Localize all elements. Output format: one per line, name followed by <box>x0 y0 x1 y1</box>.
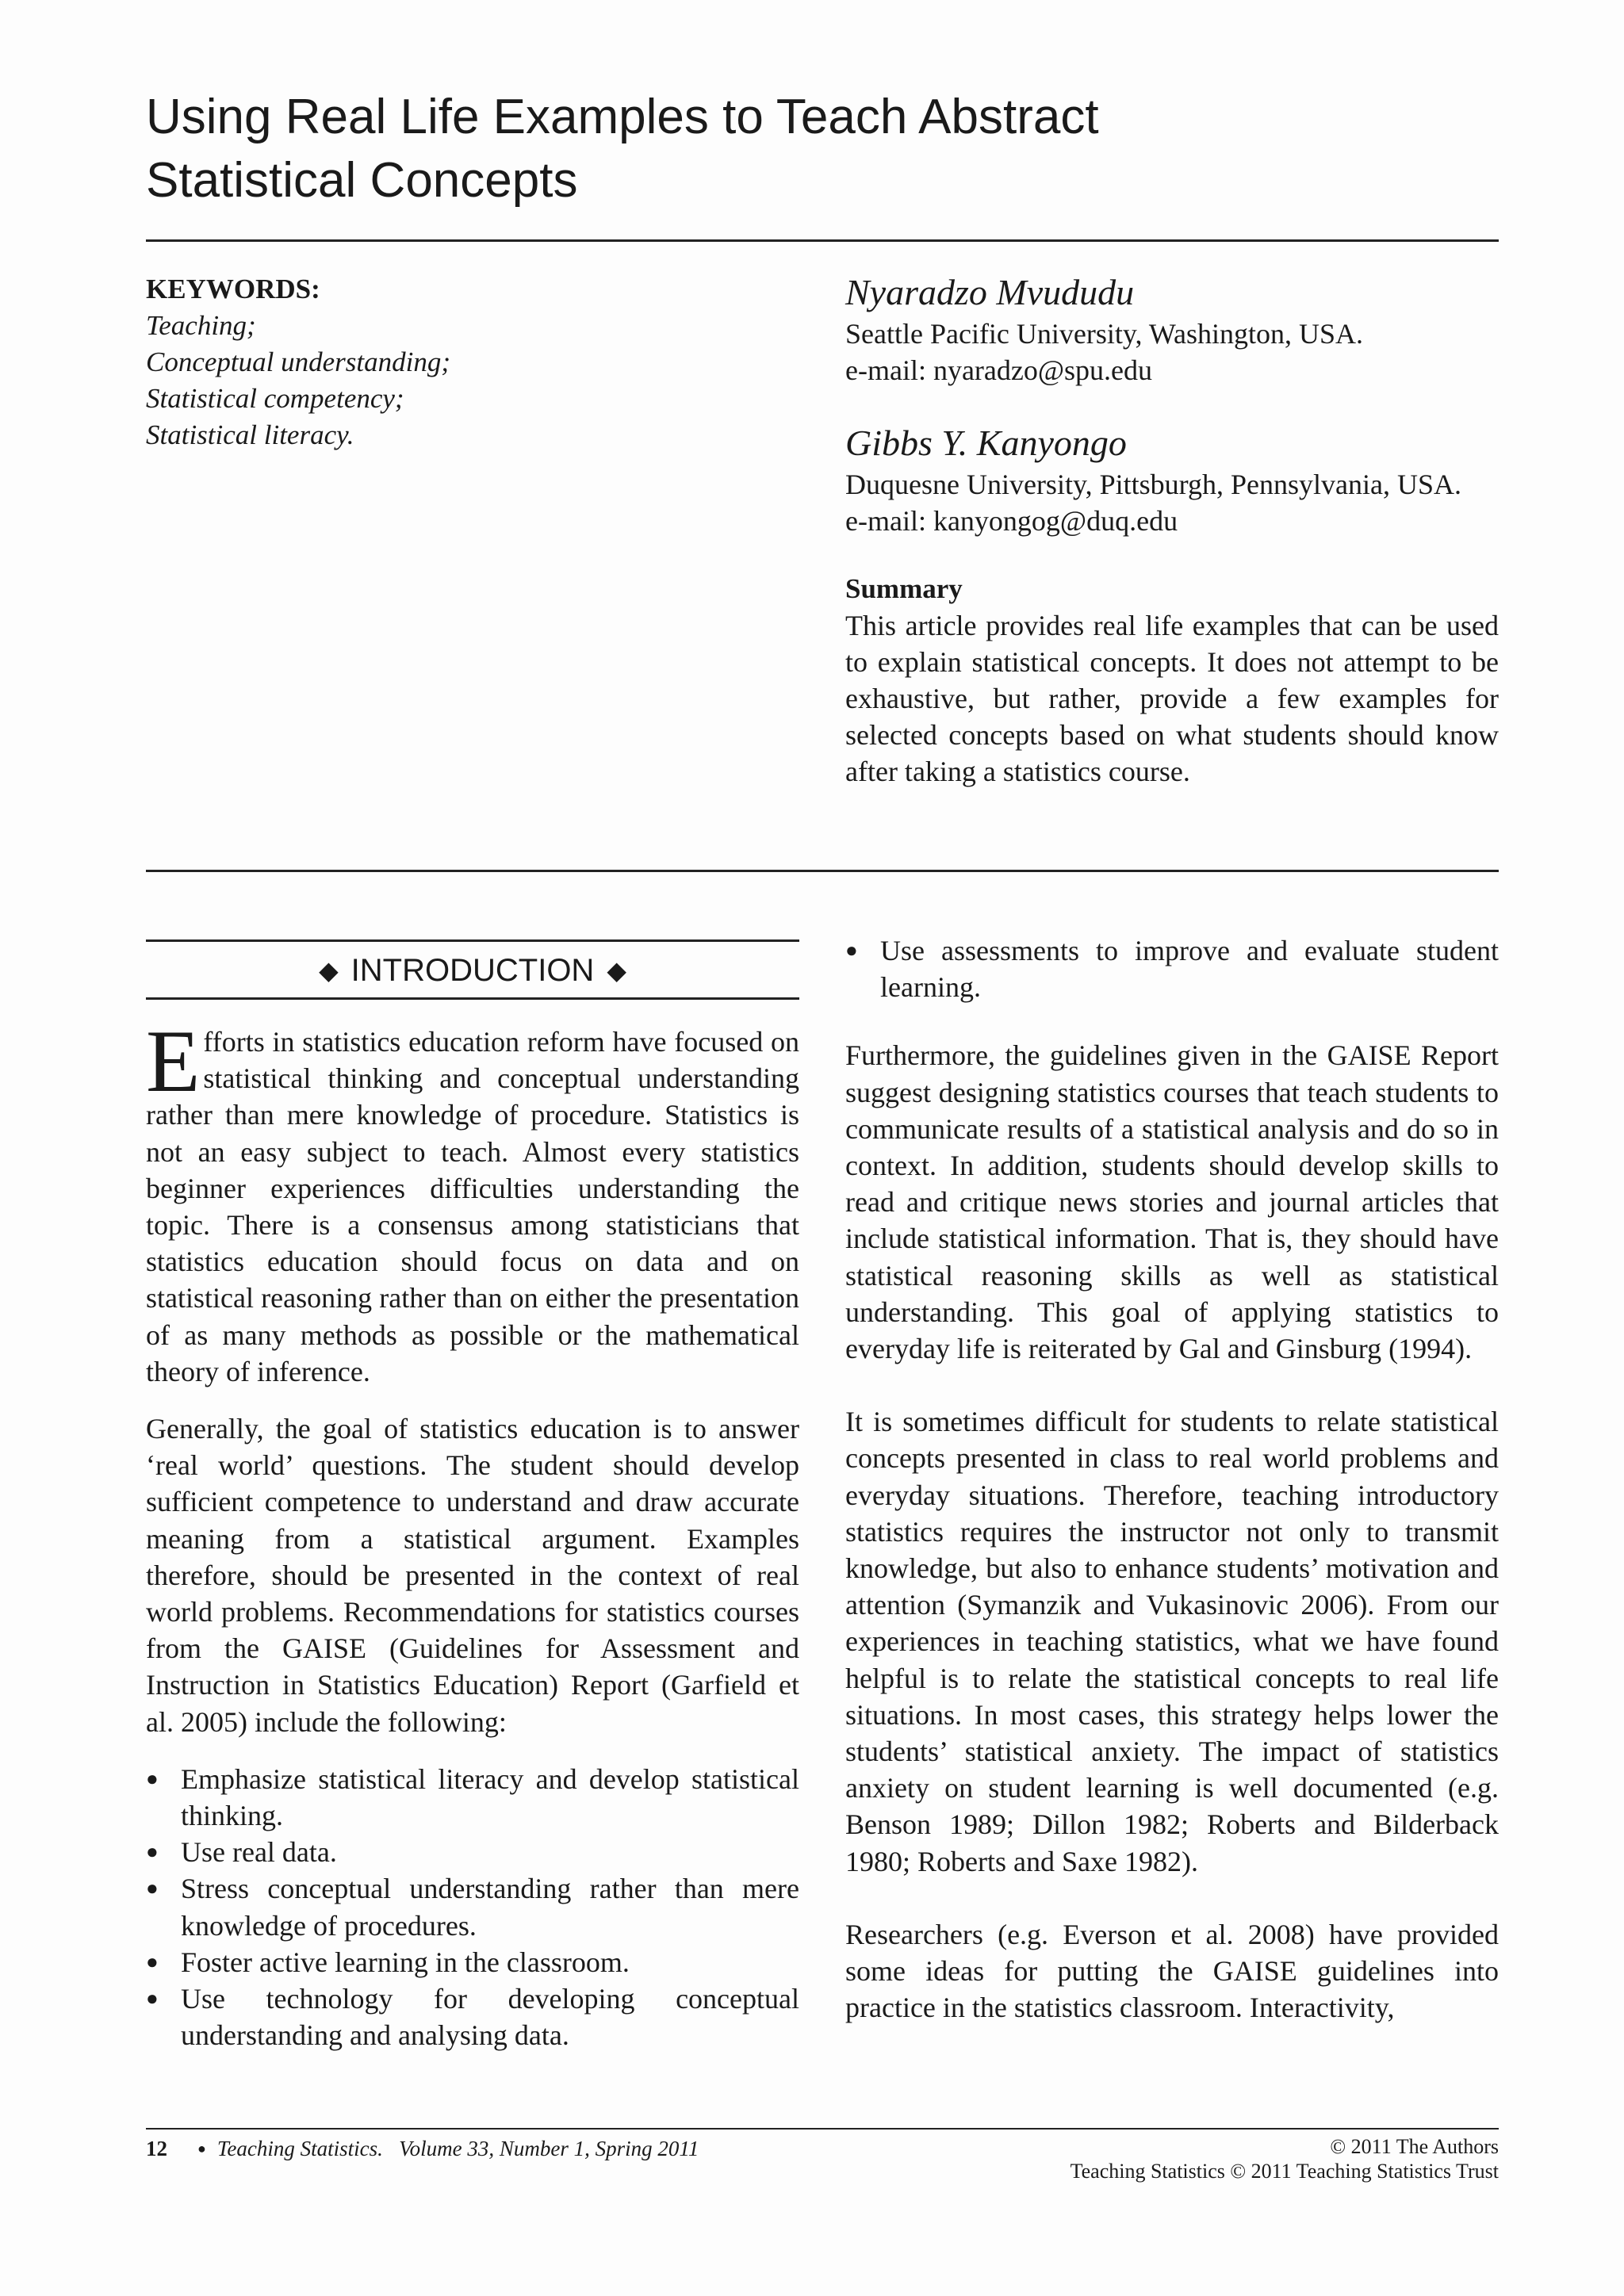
keyword-item: Teaching; <box>146 310 256 341</box>
body-paragraph-1: Furthermore, the guidelines given in the GAISE Report suggest designing statistics courses that teach students to communicate results of a statistical analysis and do so in context. In addition, students should develop skills to read and critique news stories and journal articles that include statistical information. That is, they should have statistical reasoning skills as well as statistical understanding. This goal of applying statistics to everyday life is reiterated by Gal and Ginsburg (1994). <box>845 1039 1499 1365</box>
copyright-journal: Teaching Statistics © 2011 Teaching Statistics Trust <box>1070 2160 1499 2183</box>
list-item: ● Foster active learning in the classroom. <box>146 1944 799 1980</box>
list-item: ● Use assessments to improve and evaluate student learning. <box>845 932 1499 1005</box>
list-item: ● Use technology for developing conceptual understanding and analysing data. <box>146 1980 799 2053</box>
title-line-2: Statistical Concepts <box>146 153 578 208</box>
body-paragraph-3: Researchers (e.g. Everson et al. 2008) have provided some ideas for putting the GAISE guidelines into practice in the statistics classroom. Interactivity, <box>845 1918 1499 2024</box>
author-email[interactable]: e-mail: nyaradzo@spu.edu <box>845 354 1153 386</box>
author-1 <box>845 270 1499 388</box>
authors-block <box>845 270 1499 790</box>
section-heading <box>146 939 799 1000</box>
paragraph-text: fforts in statistics education reform have focused on statistical thinking and conceptual understanding rather than mere knowledge of procedure. Statistics is not an easy subject to teach. Almost every statistics beginner experiences difficulties understanding the topic. There is a consensus among statisticians that statistics education should focus on data and on statistical reasoning rather than on either the presentation of as many methods as possible or the mathematical theory of inference. <box>146 1026 799 1387</box>
left-column <box>146 939 799 2074</box>
list-item: ● Emphasize statistical literacy and develop statistical thinking. <box>146 1761 799 1834</box>
footer-rule <box>146 2128 1499 2130</box>
author-name: Gibbs Y. Kanyongo <box>845 423 1127 463</box>
diamond-icon: ◆ <box>319 956 339 985</box>
drop-cap: E <box>146 1012 201 1111</box>
right-column <box>845 932 1499 2046</box>
keyword-item: Statistical literacy. <box>146 419 354 450</box>
section-heading-text: INTRODUCTION <box>350 953 595 988</box>
list-item: ● Use real data. <box>146 1834 799 1870</box>
author-2 <box>845 420 1499 539</box>
copyright-authors: © 2011 The Authors <box>1330 2135 1499 2158</box>
keyword-item: Statistical competency; <box>146 383 404 414</box>
summary-heading: Summary <box>845 573 963 604</box>
author-affiliation: Duquesne University, Pittsburgh, Pennsylvania, USA. <box>845 469 1461 500</box>
title-line-1: Using Real Life Examples to Teach Abstract <box>146 90 1099 144</box>
body-paragraph-2: It is sometimes difficult for students to relate statistical concepts presented in class to real world problems and everyday situations. Therefore, teaching introductory statistics requires the instructor not only to transmit knowledge, but also to enhance students’ motivation and attention (Symanzik and Vukasinovic 2006). From our experiences in teaching statistics, what we have found helpful is to relate the statistical concepts to real life situations. In most cases, this strategy helps lower the students’ statistical anxiety. The impact of statistics anxiety on student learning is well documented (e.g. Benson 1989; Dillon 1982; Roberts and Bilderback 1980; Roberts and Saxe 1982). <box>845 1406 1499 1877</box>
keywords-heading: KEYWORDS: <box>146 274 320 304</box>
list-item: ● Stress conceptual understanding rather than mere knowledge of procedures. <box>146 1870 799 1943</box>
continued-bullet-list <box>845 932 1499 1005</box>
summary-text: This article provides real life examples that can be used to explain statistical concepts. It does not attempt to be exhaustive, but rather, provide a few examples for selected concepts based on what students should know after taking a statistics course. <box>845 610 1499 787</box>
keyword-item: Conceptual understanding; <box>146 346 450 377</box>
journal-citation: Teaching Statistics. Volume 33, Number 1, Spring 2011 <box>216 2137 699 2160</box>
keywords-block <box>146 271 701 453</box>
page-number: 12 <box>146 2137 167 2160</box>
article-title <box>146 86 1494 212</box>
author-email[interactable]: e-mail: kanyongog@duq.edu <box>845 505 1178 537</box>
abstract-rule <box>146 870 1499 872</box>
author-name: Nyaradzo Mvududu <box>845 272 1135 312</box>
author-affiliation: Seattle Pacific University, Washington, USA. <box>845 318 1364 350</box>
diamond-icon: ◆ <box>607 956 626 985</box>
gaise-bullet-list <box>146 1761 799 2054</box>
header-rule <box>146 239 1499 242</box>
intro-paragraph-2: Generally, the goal of statistics education is to answer ‘real world’ questions. The student should develop sufficient competence to understand and draw accurate meaning from a statistical argument. Examples therefore, should be presented in the context of real world problems. Recommendations for statistics courses from the GAISE (Guidelines for Assessment and Instruction in Statistics Education) Report (Garfield et al. 2005) include the following: <box>146 1413 799 1738</box>
page-footer-left <box>146 2136 699 2161</box>
intro-paragraph-1 <box>146 1012 799 1390</box>
bullet-icon: ● <box>197 2141 206 2156</box>
page-footer-right <box>1071 2134 1499 2183</box>
